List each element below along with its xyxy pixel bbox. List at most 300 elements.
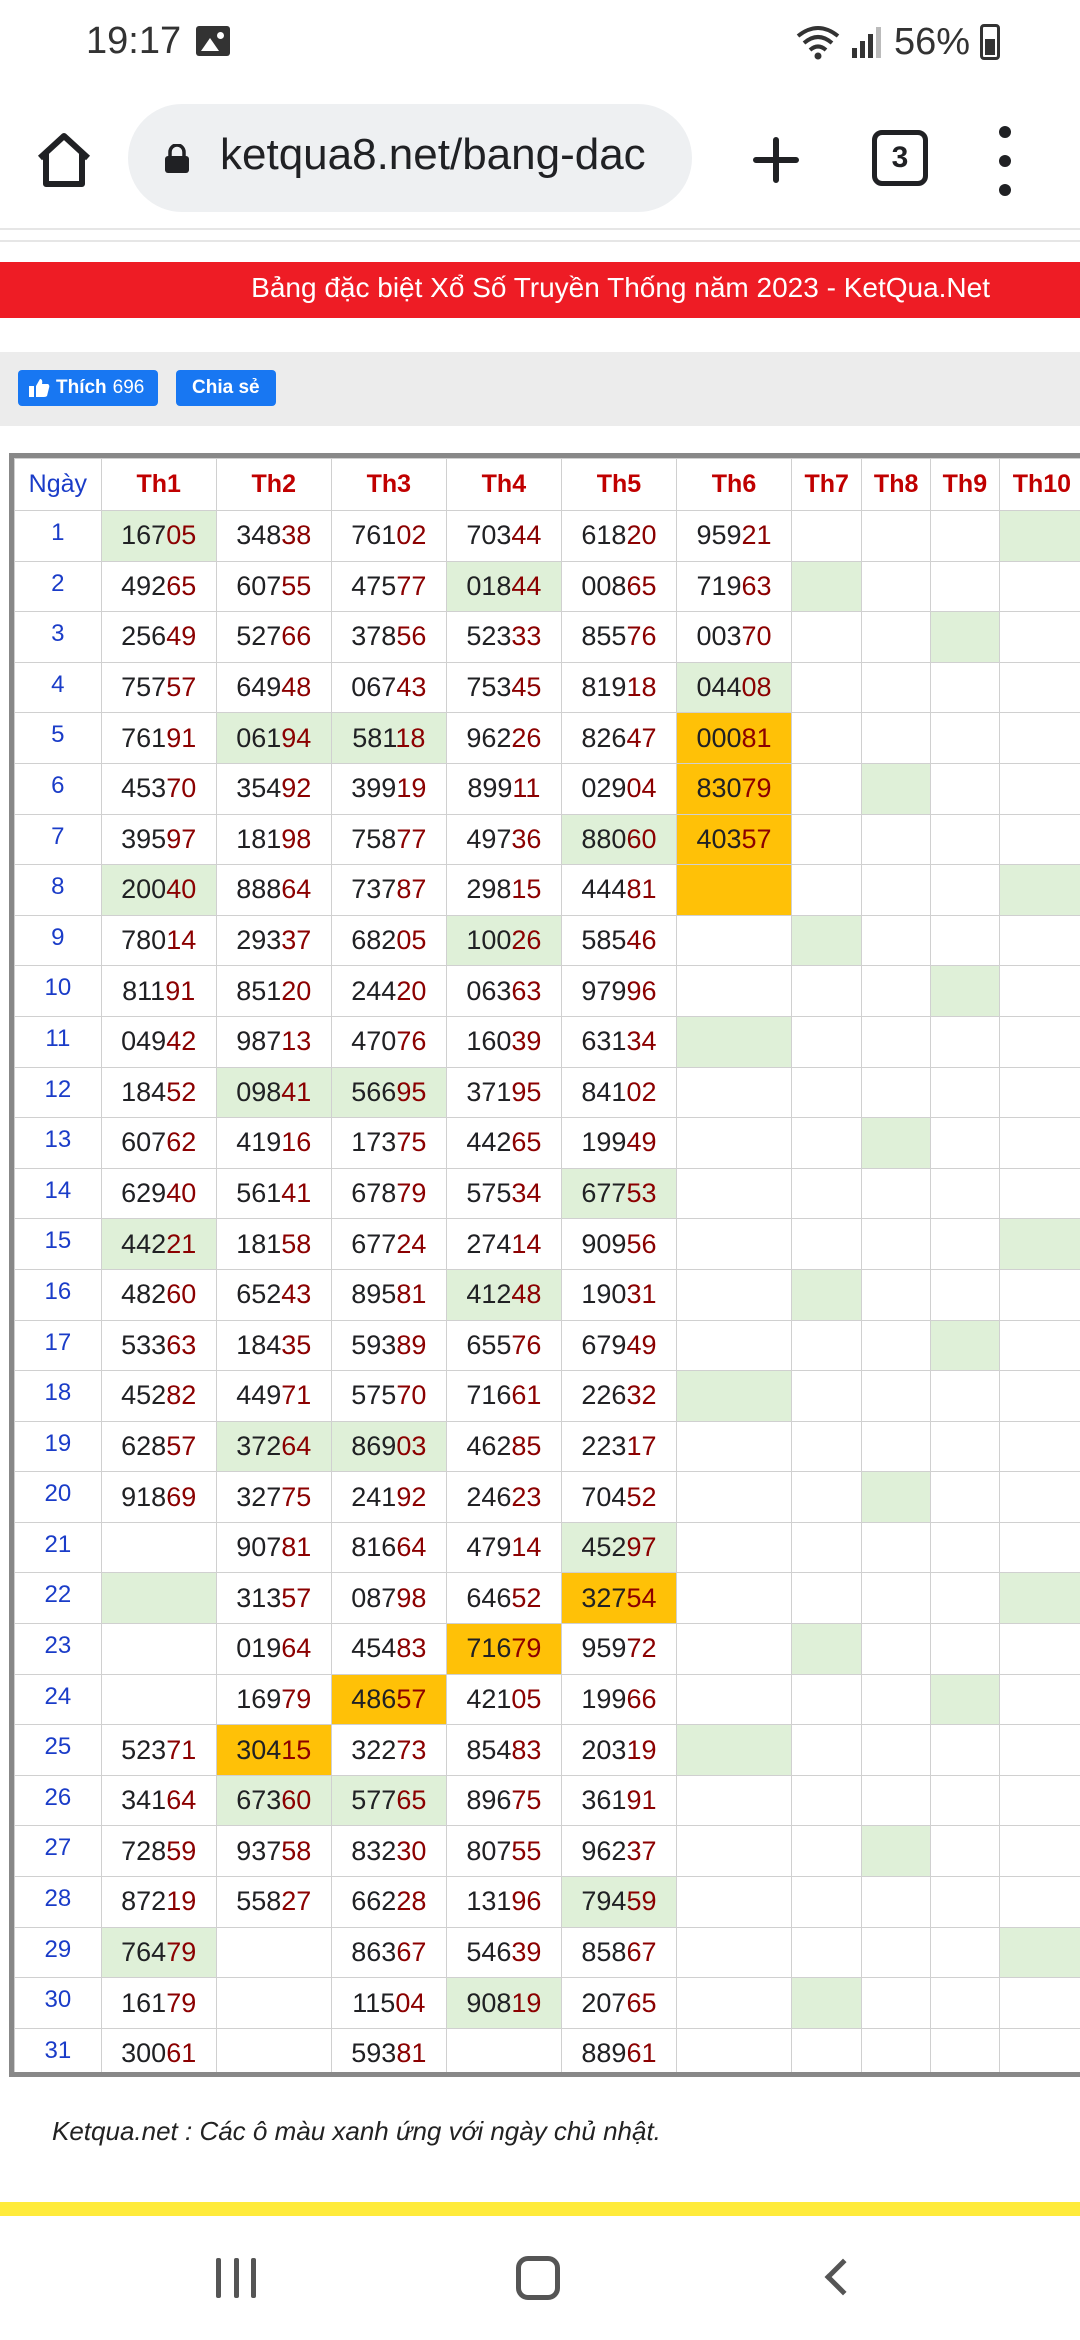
- result-prefix: 830: [696, 773, 742, 804]
- like-count: 696: [112, 377, 145, 398]
- table-row: [15, 612, 1080, 663]
- result-cell: [862, 511, 931, 562]
- home-nav-icon[interactable]: [516, 2256, 560, 2300]
- table-row: [15, 1118, 1080, 1169]
- result-suffix: 81: [396, 2038, 427, 2069]
- result-cell: [216, 1775, 331, 1826]
- result-cell: [216, 1522, 331, 1573]
- result-prefix: 979: [581, 975, 627, 1006]
- result-prefix: 293: [236, 925, 282, 956]
- result-cell: [446, 1927, 561, 1978]
- result-cell: [446, 865, 561, 916]
- result-suffix: 14: [166, 925, 197, 956]
- result-prefix: 832: [351, 1835, 397, 1866]
- day-number: 24: [15, 1674, 102, 1725]
- result-prefix: 061: [236, 722, 282, 753]
- result-prefix: 546: [466, 1936, 512, 1967]
- result-prefix: 872: [121, 1886, 167, 1917]
- result-suffix: 81: [741, 722, 772, 753]
- result-cell: [862, 1421, 931, 1472]
- result-prefix: 029: [581, 773, 627, 804]
- result-cell: [931, 1371, 1000, 1422]
- result-cell: [676, 1674, 791, 1725]
- result-suffix: 91: [626, 1785, 657, 1816]
- address-bar[interactable]: [128, 104, 692, 212]
- result-suffix: 08: [741, 672, 772, 703]
- result-suffix: 61: [511, 1380, 542, 1411]
- day-number: 13: [15, 1118, 102, 1169]
- result-cell: [792, 1624, 862, 1675]
- table-row: [15, 966, 1080, 1017]
- result-prefix: 737: [351, 874, 397, 905]
- result-prefix: 226: [581, 1380, 627, 1411]
- table-row: [15, 1775, 1080, 1826]
- result-prefix: 018: [466, 570, 512, 601]
- result-cell: [446, 1775, 561, 1826]
- back-icon[interactable]: [825, 2259, 862, 2296]
- result-cell: [561, 1624, 676, 1675]
- result-cell: [446, 1320, 561, 1371]
- result-suffix: 15: [511, 874, 542, 905]
- result-suffix: 69: [166, 1481, 197, 1512]
- home-icon[interactable]: [28, 124, 100, 196]
- result-prefix: 442: [121, 1228, 167, 1259]
- result-suffix: 81: [626, 874, 657, 905]
- result-suffix: 16: [281, 1127, 312, 1158]
- result-cell: [792, 1927, 862, 1978]
- result-prefix: 298: [466, 874, 512, 905]
- result-suffix: 91: [165, 975, 196, 1006]
- result-prefix: 728: [121, 1835, 167, 1866]
- new-tab-icon[interactable]: [740, 124, 812, 196]
- result-cell: [101, 511, 216, 562]
- day-number: 6: [15, 763, 102, 814]
- result-prefix: 313: [236, 1582, 282, 1613]
- result-prefix: 880: [581, 823, 627, 854]
- result-cell: [331, 1725, 446, 1776]
- result-cell: [216, 1725, 331, 1776]
- result-suffix: 49: [166, 621, 197, 652]
- result-prefix: 841: [581, 1076, 627, 1107]
- result-cell: [561, 1978, 676, 2029]
- result-cell: [792, 865, 862, 916]
- result-prefix: 199: [581, 1127, 627, 1158]
- result-prefix: 682: [351, 925, 397, 956]
- column-header-month: Th5: [561, 459, 676, 511]
- result-cell: [792, 1118, 862, 1169]
- result-prefix: 959: [696, 520, 742, 551]
- result-suffix: 19: [511, 1987, 542, 2018]
- result-cell: [216, 1674, 331, 1725]
- facebook-share-button[interactable]: Chia sẻ: [176, 370, 276, 406]
- result-prefix: 523: [121, 1734, 167, 1765]
- result-suffix: 89: [396, 1329, 427, 1360]
- result-cell: [216, 763, 331, 814]
- result-suffix: 82: [166, 1380, 197, 1411]
- result-prefix: 908: [466, 1987, 512, 2018]
- day-number: 29: [15, 1927, 102, 1978]
- result-cell: [792, 612, 862, 663]
- result-cell: [216, 2028, 331, 2077]
- column-header-day: Ngày: [15, 459, 102, 511]
- result-cell: [676, 2028, 791, 2077]
- result-cell: [862, 814, 931, 865]
- day-number: 28: [15, 1877, 102, 1928]
- result-cell: [216, 1269, 331, 1320]
- result-cell: [931, 713, 1000, 764]
- column-header-month: Th3: [331, 459, 446, 511]
- result-cell: [216, 1118, 331, 1169]
- result-cell: [999, 1725, 1080, 1776]
- result-cell: [101, 1624, 216, 1675]
- result-cell: [216, 1067, 331, 1118]
- result-suffix: 60: [166, 1279, 197, 1310]
- result-prefix: 889: [581, 2038, 627, 2069]
- result-prefix: 826: [581, 722, 627, 753]
- result-cell: [676, 1219, 791, 1270]
- result-prefix: 462: [466, 1430, 512, 1461]
- result-cell: [862, 1472, 931, 1523]
- result-suffix: 19: [396, 773, 427, 804]
- result-cell: [216, 561, 331, 612]
- result-cell: [862, 1016, 931, 1067]
- result-prefix: 161: [121, 1987, 167, 2018]
- result-cell: [331, 1472, 446, 1523]
- result-cell: [331, 662, 446, 713]
- result-suffix: 33: [511, 621, 542, 652]
- result-cell: [331, 1168, 446, 1219]
- page-title: Bảng đặc biệt Xổ Số Truyền Thống năm 2023 - KetQua.Net: [251, 272, 990, 303]
- result-cell: [446, 1118, 561, 1169]
- result-cell: [792, 1421, 862, 1472]
- result-suffix: 65: [626, 1987, 657, 2018]
- result-cell: [999, 1877, 1080, 1928]
- status-icons: [796, 20, 1000, 64]
- result-cell: [216, 1978, 331, 2029]
- result-prefix: 719: [696, 570, 742, 601]
- result-cell: [331, 915, 446, 966]
- result-cell: [676, 1775, 791, 1826]
- table-row: [15, 1067, 1080, 1118]
- result-cell: [446, 915, 561, 966]
- result-cell: [561, 1472, 676, 1523]
- table-row: [15, 1927, 1080, 1978]
- result-suffix: 26: [511, 925, 542, 956]
- result-cell: [676, 1978, 791, 2029]
- day-number: 20: [15, 1472, 102, 1523]
- result-suffix: 97: [166, 823, 197, 854]
- result-prefix: 575: [466, 1178, 512, 1209]
- result-prefix: 223: [581, 1430, 627, 1461]
- result-cell: [862, 1522, 931, 1573]
- result-suffix: 83: [511, 1734, 542, 1765]
- result-suffix: 95: [396, 1076, 427, 1107]
- status-bar: [0, 0, 1080, 88]
- result-cell: [931, 1016, 1000, 1067]
- result-cell: [862, 966, 931, 1017]
- result-cell: [331, 561, 446, 612]
- result-cell: [862, 1067, 931, 1118]
- result-suffix: 63: [741, 570, 772, 601]
- result-cell: [331, 1421, 446, 1472]
- result-prefix: 918: [121, 1481, 167, 1512]
- result-suffix: 32: [626, 1380, 657, 1411]
- result-cell: [999, 1978, 1080, 2029]
- result-cell: [101, 612, 216, 663]
- result-prefix: 200: [121, 874, 167, 905]
- result-suffix: 34: [626, 1026, 657, 1057]
- result-prefix: 652: [236, 1279, 282, 1310]
- table-header-row: [15, 459, 1080, 511]
- result-cell: [446, 1978, 561, 2029]
- result-suffix: 62: [166, 1127, 197, 1158]
- result-cell: [931, 1624, 1000, 1675]
- day-number: 3: [15, 612, 102, 663]
- result-cell: [999, 1421, 1080, 1472]
- result-cell: [676, 511, 791, 562]
- result-cell: [862, 612, 931, 663]
- result-prefix: 907: [236, 1532, 282, 1563]
- result-cell: [561, 511, 676, 562]
- result-cell: [446, 713, 561, 764]
- result-prefix: 987: [236, 1026, 282, 1057]
- day-number: 5: [15, 713, 102, 764]
- result-suffix: 18: [626, 672, 657, 703]
- result-cell: [561, 1826, 676, 1877]
- recent-apps-icon[interactable]: [216, 2258, 256, 2298]
- result-suffix: 38: [281, 520, 312, 551]
- result-cell: [331, 1522, 446, 1573]
- result-suffix: 79: [511, 1633, 542, 1664]
- result-cell: [561, 915, 676, 966]
- facebook-like-button[interactable]: [18, 370, 158, 406]
- result-cell: [931, 662, 1000, 713]
- result-cell: [101, 966, 216, 1017]
- result-cell: [561, 814, 676, 865]
- result-prefix: 679: [581, 1329, 627, 1360]
- result-cell: [999, 1219, 1080, 1270]
- column-header-month: Th1: [101, 459, 216, 511]
- result-prefix: 704: [581, 1481, 627, 1512]
- result-suffix: 95: [511, 1076, 542, 1107]
- result-cell: [331, 1775, 446, 1826]
- result-prefix: 246: [466, 1481, 512, 1512]
- result-cell: [792, 511, 862, 562]
- result-prefix: 607: [121, 1127, 167, 1158]
- result-suffix: 19: [166, 1886, 197, 1917]
- result-cell: [561, 1320, 676, 1371]
- result-cell: [331, 1877, 446, 1928]
- result-cell: [331, 1573, 446, 1624]
- result-cell: [331, 511, 446, 562]
- result-cell: [862, 1725, 931, 1776]
- result-cell: [446, 1674, 561, 1725]
- result-prefix: 442: [466, 1127, 512, 1158]
- result-suffix: 14: [511, 1532, 542, 1563]
- result-cell: [792, 1269, 862, 1320]
- result-cell: [862, 1775, 931, 1826]
- result-suffix: 58: [281, 1228, 312, 1259]
- result-cell: [676, 915, 791, 966]
- result-cell: [999, 1674, 1080, 1725]
- result-cell: [999, 511, 1080, 562]
- result-cell: [676, 1725, 791, 1776]
- result-cell: [862, 1168, 931, 1219]
- result-cell: [999, 561, 1080, 612]
- result-prefix: 173: [351, 1127, 397, 1158]
- result-suffix: 92: [396, 1481, 427, 1512]
- result-cell: [331, 814, 446, 865]
- result-cell: [931, 1320, 1000, 1371]
- result-cell: [931, 1219, 1000, 1270]
- image-icon: [196, 26, 230, 56]
- result-cell: [101, 1826, 216, 1877]
- result-cell: [862, 713, 931, 764]
- table-row: [15, 1624, 1080, 1675]
- result-cell: [792, 1775, 862, 1826]
- result-cell: [561, 1067, 676, 1118]
- table-row: [15, 1371, 1080, 1422]
- result-suffix: 15: [281, 1734, 312, 1765]
- result-prefix: 585: [581, 925, 627, 956]
- result-cell: [862, 1826, 931, 1877]
- result-cell: [216, 1320, 331, 1371]
- result-prefix: 199: [581, 1683, 627, 1714]
- status-time: 19:17: [86, 20, 182, 62]
- result-prefix: 807: [466, 1835, 512, 1866]
- result-cell: [862, 561, 931, 612]
- result-suffix: 39: [511, 1936, 542, 1967]
- result-cell: [676, 966, 791, 1017]
- result-cell: [999, 1472, 1080, 1523]
- result-cell: [676, 561, 791, 612]
- day-number: 7: [15, 814, 102, 865]
- result-prefix: 593: [351, 2038, 397, 2069]
- result-prefix: 203: [581, 1734, 627, 1765]
- result-cell: [931, 865, 1000, 916]
- result-prefix: 581: [352, 722, 396, 753]
- result-cell: [331, 1219, 446, 1270]
- table-row: [15, 814, 1080, 865]
- day-number: 8: [15, 865, 102, 916]
- result-cell: [446, 511, 561, 562]
- battery-icon: [980, 24, 1000, 60]
- result-cell: [999, 1269, 1080, 1320]
- result-prefix: 631: [581, 1026, 627, 1057]
- results-table-container: [9, 453, 1080, 2077]
- result-suffix: 61: [626, 2038, 657, 2069]
- result-suffix: 70: [741, 621, 772, 652]
- result-prefix: 184: [121, 1076, 167, 1107]
- result-cell: [862, 1118, 931, 1169]
- result-cell: [676, 1118, 791, 1169]
- result-prefix: 533: [121, 1329, 167, 1360]
- result-suffix: 24: [396, 1228, 427, 1259]
- result-cell: [676, 1826, 791, 1877]
- result-cell: [446, 561, 561, 612]
- result-cell: [792, 662, 862, 713]
- result-cell: [446, 1624, 561, 1675]
- result-suffix: 57: [396, 1683, 427, 1714]
- result-cell: [446, 1168, 561, 1219]
- result-cell: [792, 1826, 862, 1877]
- result-cell: [862, 2028, 931, 2077]
- result-suffix: 64: [281, 1430, 312, 1461]
- table-row: [15, 1573, 1080, 1624]
- result-cell: [792, 713, 862, 764]
- result-prefix: 593: [351, 1329, 397, 1360]
- result-cell: [446, 612, 561, 663]
- result-cell: [676, 1472, 791, 1523]
- result-prefix: 527: [236, 621, 282, 652]
- result-cell: [999, 1118, 1080, 1169]
- tab-switcher-button[interactable]: 3: [872, 130, 928, 186]
- result-cell: [676, 1573, 791, 1624]
- result-suffix: 40: [166, 874, 197, 905]
- result-suffix: 28: [396, 1886, 427, 1917]
- result-cell: [862, 1320, 931, 1371]
- more-menu-icon[interactable]: [990, 126, 1020, 196]
- result-cell: [862, 1927, 931, 1978]
- result-suffix: 97: [626, 1532, 657, 1563]
- result-cell: [216, 1826, 331, 1877]
- result-suffix: 98: [281, 823, 312, 854]
- result-cell: [931, 1978, 1000, 2029]
- result-suffix: 57: [741, 823, 772, 854]
- result-cell: [862, 1269, 931, 1320]
- table-row: [15, 713, 1080, 764]
- result-suffix: 59: [166, 1835, 197, 1866]
- result-cell: [561, 1118, 676, 1169]
- result-cell: [101, 561, 216, 612]
- result-suffix: 56: [626, 1228, 657, 1259]
- result-cell: [792, 1219, 862, 1270]
- day-number: 17: [15, 1320, 102, 1371]
- result-suffix: 49: [626, 1127, 657, 1158]
- result-prefix: 575: [351, 1380, 397, 1411]
- column-header-month: Th2: [216, 459, 331, 511]
- result-cell: [792, 1320, 862, 1371]
- result-cell: [561, 1725, 676, 1776]
- result-prefix: 486: [351, 1683, 397, 1714]
- result-prefix: 558: [236, 1886, 282, 1917]
- result-suffix: 37: [281, 925, 312, 956]
- result-prefix: 677: [351, 1228, 397, 1259]
- table-row: [15, 2028, 1080, 2077]
- result-suffix: 72: [626, 1633, 657, 1664]
- day-number: 18: [15, 1371, 102, 1422]
- system-nav-bar: [0, 2216, 1080, 2340]
- result-prefix: 962: [581, 1835, 627, 1866]
- column-header-month: Th8: [862, 459, 931, 511]
- result-cell: [931, 1421, 1000, 1472]
- result-prefix: 019: [236, 1633, 282, 1664]
- result-cell: [999, 865, 1080, 916]
- table-row: [15, 763, 1080, 814]
- result-cell: [931, 1472, 1000, 1523]
- result-suffix: 52: [166, 1076, 197, 1107]
- result-cell: [216, 511, 331, 562]
- result-cell: [792, 561, 862, 612]
- result-cell: [999, 1168, 1080, 1219]
- result-suffix: 47: [626, 722, 657, 753]
- result-prefix: 566: [351, 1076, 397, 1107]
- result-prefix: 819: [581, 672, 627, 703]
- result-cell: [561, 2028, 676, 2077]
- result-suffix: 19: [626, 1734, 657, 1765]
- day-number: 2: [15, 561, 102, 612]
- result-prefix: 716: [466, 1380, 512, 1411]
